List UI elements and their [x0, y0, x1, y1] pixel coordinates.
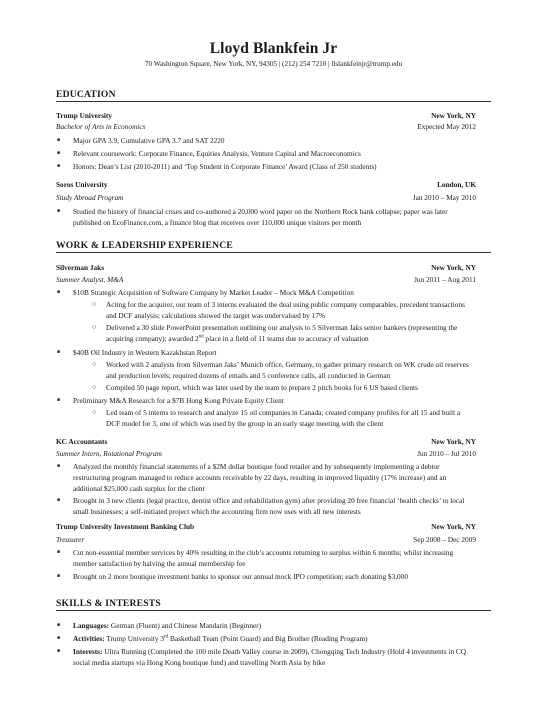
- school-name: Soros University: [56, 180, 108, 189]
- bullet-icon: ■: [57, 649, 61, 654]
- skills-heading: SKILLS & INTERESTS: [56, 598, 161, 609]
- bullet-icon: ■: [57, 350, 61, 355]
- bullet-icon: ■: [57, 164, 61, 169]
- company-location: New York, NY: [431, 522, 476, 531]
- bullet-icon: ■: [57, 464, 61, 469]
- circle-bullet-icon: ○: [92, 408, 97, 416]
- candidate-name: Lloyd Blankfein Jr: [209, 40, 338, 57]
- role-title: Summer Analyst, M&A: [56, 275, 124, 284]
- circle-bullet-icon: ○: [92, 300, 97, 308]
- bullet-icon: ■: [57, 574, 61, 579]
- bullet-icon: ■: [57, 138, 61, 143]
- list-item: ■ Analyzed the monthly financial statements of a $2M dollar boutique food retailer and by subsequently implementing a debtor restructuring program managed to reduce accounts receivable by 22 days, resulting in improved liquidity (17% increase) and an additional $25,000 cash surplus for the client: [57, 462, 447, 493]
- list-item: ■ Relevant coursework: Corporate Finance, Equities Analysis, Venture Capital and Macroeconomics: [57, 149, 361, 158]
- bullet-icon: ■: [57, 151, 61, 156]
- degree-date: Jan 2010 – May 2010: [412, 193, 476, 202]
- role-date: Jun 2011 – Aug 2011: [414, 275, 476, 284]
- role-title: Summer Intern, Rotational Program: [56, 449, 162, 458]
- education-divider: [56, 101, 491, 102]
- company-name: KC Accountants: [56, 437, 108, 446]
- company-location: New York, NY: [431, 263, 476, 272]
- list-item: ■ Studied the history of financial crises and co-authored a 20,000 word paper on the Northern Rock bank collapse; paper was later published on EcoFinance.com, a finance blog that receives over 110,000 unique visitors per month: [57, 207, 448, 227]
- school-name: Trump University: [56, 111, 113, 120]
- list-item: ■ Brought in 3 new clients (legal practice, dentist office and rehabilitation gym) after providing 20 free financial ‘health checks’ to local small businesses; a self-initiated project which the accounting firm now uses with all new interests: [57, 496, 465, 516]
- education-heading: EDUCATION: [56, 89, 116, 100]
- list-item: ■ Cut non-essential member services by 40% resulting in the club’s accounts returning to surplus within 6 months; whilst increasing member satisfaction by halving the annual membership fee: [57, 548, 454, 568]
- list-item: ■ Interests: Ultra Running (Completed the 100 mile Death Valley course in 2009), Chongqing Tech Industry (Hold 4 investments in CQ social media startups via Hong Kong boutique fund) and travelling North Asia by bike: [57, 647, 467, 667]
- company-name: Silverman Jaks: [56, 263, 105, 272]
- contact-line: 70 Washington Square, New York, NY, 94305 | (212) 254 7210 | llslankfeinjr@trump.edu: [144, 60, 403, 68]
- list-item: ■ Activities: Trump University 3rd Basketball Team (Point Guard) and Big Brother (Reading Program): [57, 634, 368, 643]
- circle-bullet-icon: ○: [92, 323, 97, 331]
- sub-list-item: ○ Acting for the acquirer, our team of 3 interns evaluated the deal using public company comparables, precedent transactions and DCF analysis; calculations showed the target was undervalued by 17%: [92, 300, 465, 320]
- list-item: ■ Brought on 2 more boutique investment banks to sponsor our annual mock IPO competition; each donating $3,000: [57, 572, 408, 581]
- sub-list-item: ○ Led team of 5 interns to research and analyze 15 oil companies in Canada; created company profiles for all 15 and built a DCF model for 3, one of which was used by the group in an early stage meeting with the client: [92, 408, 461, 428]
- work-heading: WORK & LEADERSHIP EXPERIENCE: [56, 240, 233, 251]
- bullet-icon: ■: [57, 290, 61, 295]
- sub-list-item: ○ Compiled 50 page report, which was later used by the team to prepare 2 pitch books for 6 US based clients: [92, 383, 418, 392]
- bullet-icon: ■: [57, 636, 61, 641]
- list-item: ■ $40B Oil Industry in Western Kazakhstan Report: [57, 348, 217, 357]
- school-location: London, UK: [437, 180, 476, 189]
- sub-list-item: ○ Delivered a 30 slide PowerPoint presentation outlining our analysis to 5 Silverman Jaks senior bankers (representing the acquiring company); awarded 2nd place in a field of 11 teams due to accuracy of valuation: [92, 323, 458, 343]
- degree-title: Study Abroad Program: [56, 193, 124, 202]
- list-item: ■ Major GPA 3.9, Cumulative GPA 3.7 and SAT 2220: [57, 136, 225, 145]
- list-item: ■ Languages: German (Fluent) and Chinese Mandarin (Beginner): [57, 621, 262, 630]
- bullet-icon: ■: [57, 623, 61, 628]
- school-location: New York, NY: [431, 111, 476, 120]
- bullet-icon: ■: [57, 398, 61, 403]
- circle-bullet-icon: ○: [92, 360, 97, 368]
- list-item: ■ Preliminary M&A Research for a $7B Hong Kong Private Equity Client: [57, 396, 284, 405]
- list-item: ■ $10B Strategic Acquisition of Software Company by Market Leader – Mock M&A Competition: [57, 288, 354, 297]
- role-date: Jun 2010 – Jul 2010: [417, 449, 476, 458]
- work-divider: [56, 252, 491, 253]
- list-item: ■ Honors: Dean’s List (2010-2011) and ‘Top Student in Corporate Finance’ Award (Class of 250 students): [57, 162, 377, 171]
- sub-list-item: ○ Worked with 2 analysts from Silverman Jaks’ Munich office, Germany, to gather primary research on WK crude oil reserves and production levels; required dozens of emails and 5 conference calls, all conducted in German: [92, 360, 469, 380]
- circle-bullet-icon: ○: [92, 383, 97, 391]
- bullet-icon: ■: [57, 498, 61, 503]
- company-name: Trump University Investment Banking Club: [56, 522, 195, 531]
- degree-title: Bachelor of Arts in Economics: [56, 122, 146, 131]
- skills-divider: [56, 610, 491, 611]
- company-location: New York, NY: [431, 437, 476, 446]
- role-title: Treasurer: [56, 535, 85, 544]
- bullet-icon: ■: [57, 550, 61, 555]
- bullet-icon: ■: [57, 209, 61, 214]
- degree-date: Expected May 2012: [417, 122, 476, 131]
- role-date: Sep 2008 – Dec 2009: [413, 535, 476, 544]
